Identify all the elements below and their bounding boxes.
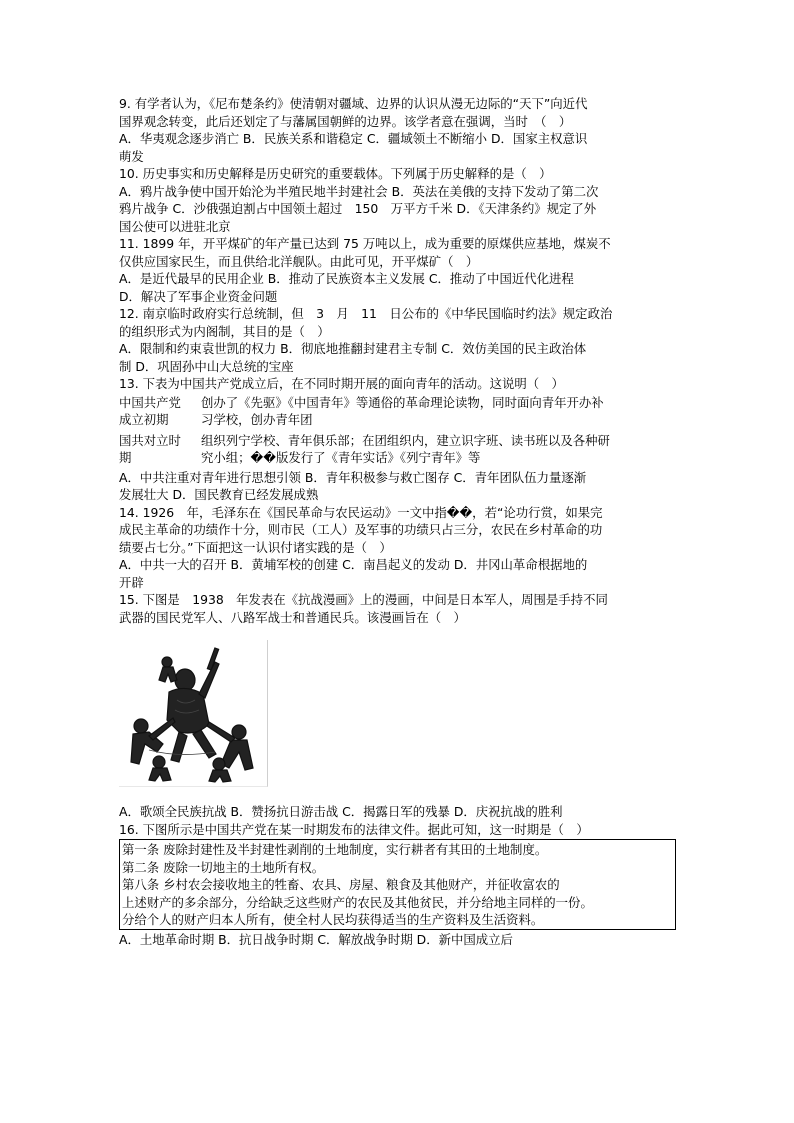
table-row [119,432,679,467]
table-row-header [119,394,201,429]
law-article-line: 分给个人的财产归本人所有，使全村人民均获得适当的生产资料及生活资料。 [122,912,544,927]
question-13-options-cont: 发展壮大 D．国民教育已经发展成熟 [119,487,319,502]
row-header-line: 中国共产党 [119,394,181,410]
question-9-stem-cont: 国界观念转变，此后还划定了与藩属国朝鲜的边界。该学者意在强调，当时 （ ） [119,113,572,129]
row-header-line: 成立初期 [119,412,169,427]
question-15 [119,591,679,821]
question-14-stem-cont: 成民主革命的功绩作十分，则市民（工人）及军事的功绩只占三分，农民在乡村革命的功 [119,522,603,537]
question-12-options: A．限制和约束袁世凯的权力 B．彻底地推翻封建君主专制 C．效仿美国的民主政治体 [119,341,587,356]
table-row [119,394,679,429]
law-article-line: 第二条 废除一切地主的土地所有权。 [122,859,325,875]
law-article-line: 第八条 乡村农会接收地主的牲畜、农具、房屋、粮食及其他财产，并征收富农的 [122,877,560,892]
row-content-line: 创办了《先驱》《中国青年》等通俗的革命理论读物，同时面向青年开办补 [201,394,604,410]
question-11 [119,235,679,305]
cartoon-drawing [119,640,267,786]
table-row-content [201,432,679,467]
question-14-options-cont: 开辟 [119,574,144,590]
question-12-stem-cont: 的组织形式为内阁制，其目的是（ ） [119,323,330,339]
row-header-line: 期 [119,450,132,465]
question-15-stem-cont: 武器的国民党军人、八路军战士和普通民兵。该漫画旨在（ ） [119,609,466,625]
question-12-stem: 12. 南京临时政府实行总统制，但 3 月 11 日公布的《中华民国临时约法》规定政治 [119,306,613,321]
law-article-line: 第一条 废除封建性及半封建性剥削的土地制度，实行耕者有其田的土地制度。 [122,842,548,857]
question-13 [119,375,679,504]
question-14-options: A．中共一大的召开 B．黄埔军校的创建 C．南昌起义的发动 D．井冈山革命根据地的 [119,557,588,572]
question-13-stem: 13. 下表为中国共产党成立后，在不同时期开展的面向青年的活动。这说明（ ） [119,376,564,391]
question-15-options: A．歌颂全民族抗战 B．赞扬抗日游击战 C．揭露日军的残暴 D．庆祝抗战的胜利 [119,804,563,819]
question-11-options-cont: D．解决了军事企业资金问题 [119,288,278,304]
question-9 [119,95,679,165]
question-11-stem: 11. 1899 年，开平煤矿的年产量已达到 75 万吨以上，成为重要的原煤供应基地，煤炭不 [119,236,611,251]
row-header-line: 国共对立时 [119,432,181,448]
question-14-stem: 14. 1926 年，毛泽东在《国民革命与农民运动》一文中指��，若“论功行赏，如果完 [119,504,603,520]
exam-page [119,95,679,948]
question-13-table [119,394,679,467]
question-16 [119,821,679,949]
question-10-stem: 10. 历史事实和历史解释是历史研究的重要载体。下列属于历史解释的是（ ） [119,166,552,181]
law-article-line: 上述财产的多余部分，分给缺乏这些财产的农民及其他贫民，并分给地主同样的一份。 [122,894,593,910]
question-16-stem: 16. 下图所示是中国共产党在某一时期发布的法律文件。据此可知，这一时期是（ ） [119,821,589,837]
question-9-stem: 9. 有学者认为，《尼布楚条约》使清朝对疆域、边界的认识从漫无边际的“天下”向近代 [119,96,588,111]
question-10-options-end: 国公使可以进驻北京 [119,218,231,234]
question-14-stem-end: 绩要占七分。”下面把这一认识付诸实践的是（ ） [119,539,392,555]
table-row-content [201,394,679,429]
question-12 [119,305,679,375]
table-row-header [119,432,201,467]
law-document-box [119,839,676,930]
question-10-options-cont: 鸦片战争 C．沙俄强迫割占中国领土超过 150 万平方千米 D．《天津条约》规定了外 [119,201,597,216]
question-11-options: A．是近代最早的民用企业 B．推动了民族资本主义发展 C．推动了中国近代化进程 [119,271,574,286]
question-10 [119,165,679,235]
row-content-line: 究小组；��版发行了《青年实话》《列宁青年》等 [201,450,481,465]
question-16-options: A．土地革命时期 B．抗日战争时期 C．解放战争时期 D．新中国成立后 [119,931,513,947]
row-content-line: 组织列宁学校、青年俱乐部；在团组织内，建立识字班、读书班以及各种研 [201,432,610,448]
cartoon-image [119,640,268,787]
question-9-options-cont: 萌发 [119,148,144,164]
question-10-options: A．鸦片战争使中国开始沦为半殖民地半封建社会 B．英法在美俄的支持下发动了第二次 [119,183,599,199]
question-12-options-cont: 制 D．巩固孙中山大总统的宝座 [119,358,294,374]
question-11-stem-cont: 仅供应国家民生，而且供给北洋舰队。由此可见，开平煤矿（ ） [119,253,479,269]
row-content-line: 习学校，创办青年团 [201,412,313,427]
question-9-options: A．华夷观念逐步消亡 B．民族关系和谐稳定 C．疆域领土不断缩小 D．国家主权意识 [119,131,588,146]
question-14 [119,504,679,592]
question-15-stem: 15. 下图是 1938 年发表在《抗战漫画》上的漫画，中间是日本军人，周围是手持不同 [119,592,608,607]
question-13-options: A．中共注重对青年进行思想引领 B．青年积极参与救亡图存 C．青年团队伍力量逐渐 [119,469,587,485]
